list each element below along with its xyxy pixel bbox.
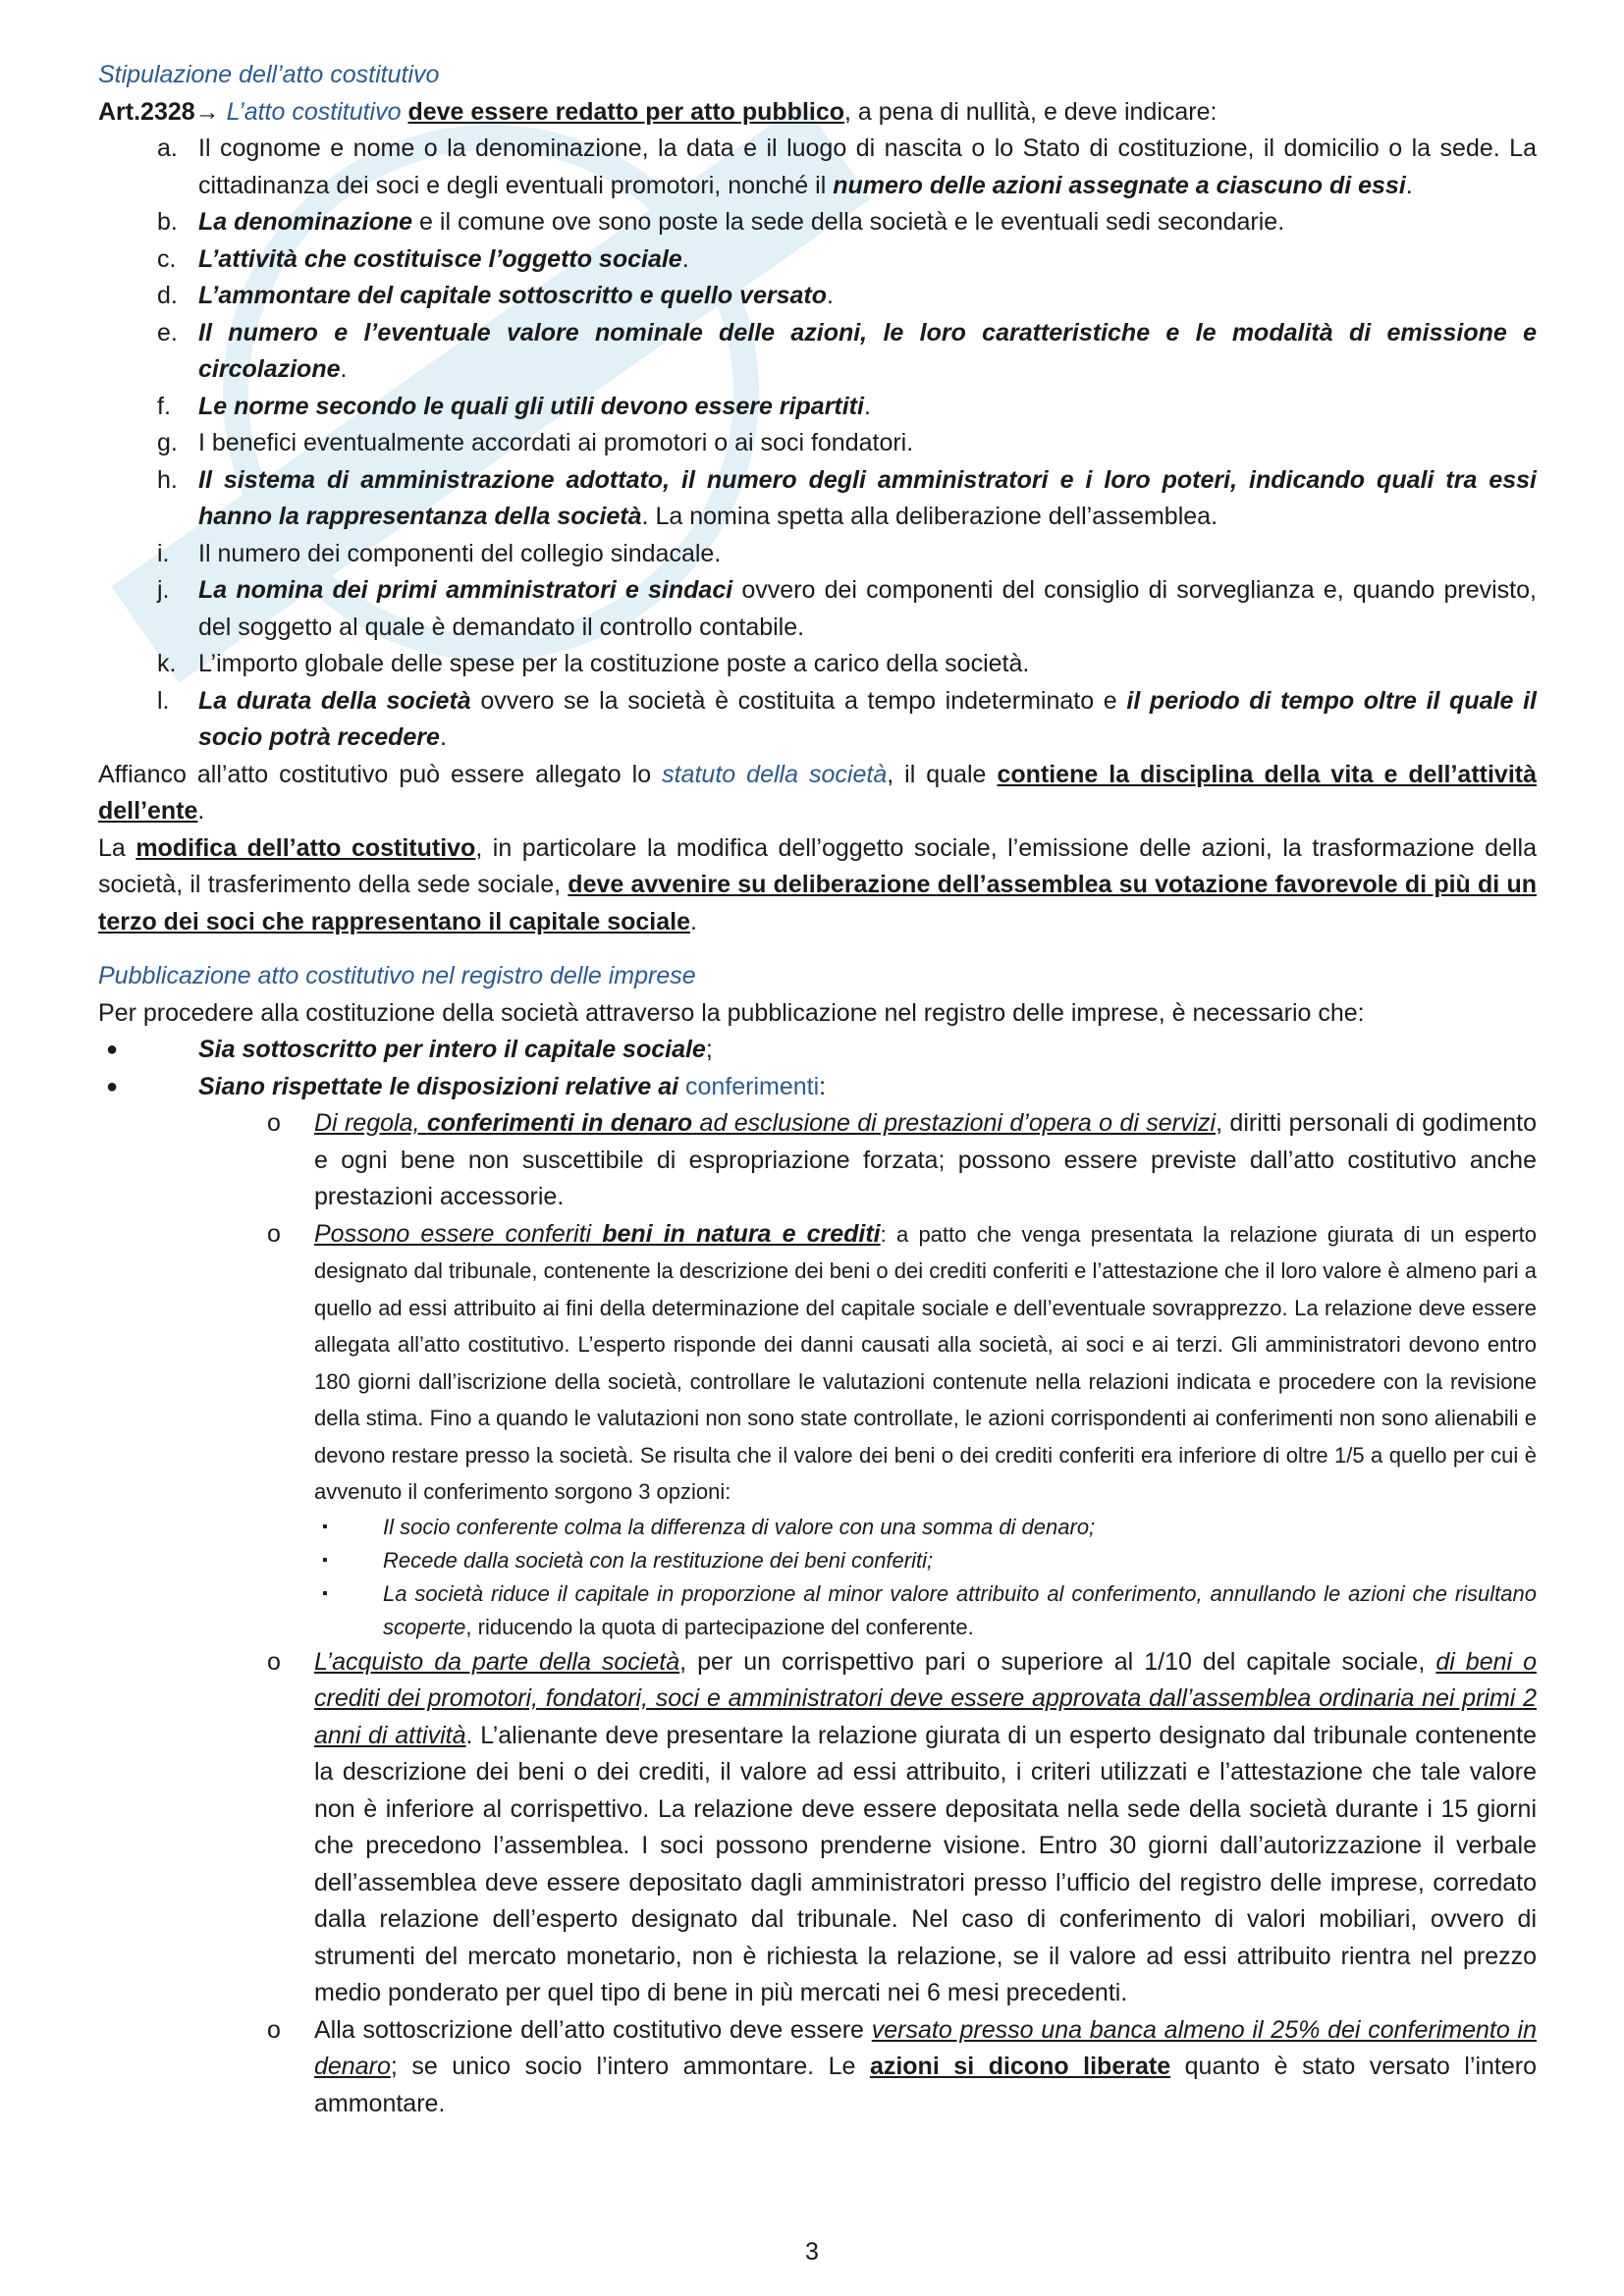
document-body [98, 57, 1537, 2122]
list-item: o Alla sottoscrizione dell’atto costitutivo deve essere versato presso una banca almeno il 25% dei conferimento in denaro; se unico socio l’intero ammontare. Le azioni si dicono liberate quanto è stato versato l’intero ammontare. [198, 2012, 1537, 2123]
list-item: i. Il numero dei componenti del collegio sindacale. [157, 539, 722, 567]
list-item: h. Il sistema di amministrazione adottato, il numero degli amministratori e i loro poteri, indicando quali tra essi hanno la rappresentanza della società. La nomina spetta alla deliberazione dell’assemblea. [157, 465, 1537, 530]
square-bullet-icon: ▪ [322, 1584, 328, 1602]
list-item: o Possono essere conferiti beni in natura e crediti: a patto che venga presentata la relazione giurata di un esperto designato dal tribunale, contenente la descrizione dei beni o dei crediti conferiti e l’attestazione che il loro valore è almeno pari a quello ad essi attribuito ai fini della determinazione del capitale sociale e dell’eventuale sovrapprezzo. La relazione deve essere allegata all’atto costitutivo. L’esperto risponde dei danni causati alla società, ai soci e ai terzi. Gli amministratori devono entro 180 giorni dall’iscrizione della società, controllare le valutazioni contenute nella relazioni indicata e procedere con la revisione della stima. Fino a quando le valutazioni non sono state controllate, le azioni corrispondenti ai conferimenti non sono alienabili e devono restare presso la società. Se risulta che il valore dei beni o dei crediti conferiti era inferiore di oltre 1/5 a quello per cui è avvenuto il conferimento sorgono 3 opzioni: [198, 1216, 1537, 1511]
article-2328-intro: Art.2328→ L’atto costitutivo deve essere redatto per atto pubblico, a pena di nullità, e deve indicare: [98, 97, 1218, 126]
options-list [314, 1511, 1537, 1644]
conferimenti-list [198, 1105, 1537, 1511]
list-item: j. La nomina dei primi amministratori e sindaci ovvero dei componenti del consiglio di sorveglianza e, quando previsto, del soggetto al quale è demandato il controllo contabile. [157, 576, 1537, 641]
circle-bullet-icon: o [267, 1219, 281, 1248]
modifica-paragraph: La modifica dell’atto costitutivo, in particolare la modifica dell’oggetto sociale, l’emissione delle azioni, la trasformazione della società, il trasferimento della sede sociale, deve avvenire su deliberazione dell’assemblea su votazione favorevole di più di un terzo dei soci che rappresentano il capitale sociale. [98, 833, 1538, 935]
circle-bullet-icon: o [267, 2015, 281, 2044]
bullet-icon: ● [106, 1039, 119, 1060]
list-item: ● Siano rispettate le disposizioni relative ai conferimenti: [98, 1069, 1537, 1106]
statuto-paragraph: Affianco all’atto costitutivo può essere allegato lo statuto della società, il quale contiene la disciplina della vita e dell’attività dell’ente. [98, 760, 1537, 825]
circle-bullet-icon: o [267, 1109, 281, 1137]
list-item: c. L’attività che costituisce l’oggetto sociale. [157, 244, 689, 273]
section-title-stipulazione: Stipulazione dell’atto costitutivo [98, 61, 440, 88]
bullet-icon: ● [106, 1075, 119, 1097]
list-item: ▪ La società riduce il capitale in proporzione al minor valore attribuito al conferimento, annullando le azioni che risultano scoperte, riducendo la quota di partecipazione del conferente. [314, 1577, 1537, 1644]
list-item: o Di regola, conferimenti in denaro ad esclusione di prestazioni d’opera o di servizi, diritti personali di godimento e ogni bene non suscettibile di espropriazione forzata; possono essere previste dall’atto costitutivo anche prestazioni accessorie. [198, 1105, 1537, 1216]
arrow-icon: → [194, 97, 220, 126]
list-item: a. Il cognome e nome o la denominazione, la data e il luogo di nascita o lo Stato di costituzione, il domicilio o la sede. La cittadinanza dei soci e degli eventuali promotori, nonché il numero delle azioni assegnate a ciascuno di essi. [157, 134, 1537, 199]
list-item: k. L’importo globale delle spese per la costituzione poste a carico della società. [157, 650, 1030, 677]
pubblicazione-intro: Per procedere alla costituzione della società attraverso la pubblicazione nel registro delle imprese, è necessario che: [98, 998, 1365, 1027]
list-item: g. I benefici eventualmente accordati ai promotori o ai soci fondatori. [157, 429, 914, 456]
list-item: f. Le norme secondo le quali gli utili devono essere ripartiti. [157, 392, 871, 420]
page-number: 3 [805, 2238, 819, 2266]
list-item: e. Il numero e l’eventuale valore nominale delle azioni, le loro caratteristiche e le modalità di emissione e circolazione. [157, 318, 1537, 383]
square-bullet-icon: ▪ [322, 1518, 328, 1535]
list-item: ▪ Il socio conferente colma la differenza di valore con una somma di denaro; [314, 1511, 1537, 1544]
list-item: d. L’ammontare del capitale sottoscritto e quello versato. [157, 282, 834, 309]
list-item: ● Sia sottoscritto per intero il capitale sociale; [98, 1032, 1537, 1069]
list-item: l. La durata della società ovvero se la società è costituita a tempo indeterminato e il periodo di tempo oltre il quale il socio potrà recedere. [157, 686, 1538, 751]
list-item: ▪ Recede dalla società con la restituzione dei beni conferiti; [314, 1544, 1537, 1577]
list-item: o L’acquisto da parte della società, per un corrispettivo pari o superiore al 1/10 del capitale sociale, di beni o crediti dei promotori, fondatori, soci e amministratori deve essere approvata dall’assemblea ordinaria nei primi 2 anni di attività. L’alienante deve presentare la relazione giurata di un esperto designato dal tribunale contenente la descrizione dei beni o dei crediti, il valore ad essi attribuito, i criteri utilizzati e l’attestazione che tale valore non è inferiore al corrispettivo. La relazione deve essere depositata nella sede della società durante i 15 giorni che precedono l’assemblea. I soci possono prenderne visione. Entro 30 giorni dall’autorizzazione il verbale dell’assemblea deve essere depositato dagli amministratori presso l’ufficio del registro delle imprese, corredato dalla relazione dell’esperto designato dal tribunale. Nel caso di conferimento di valori mobiliari, ovvero di strumenti del mercato monetario, non è richiesta la relazione, se il valore ad essi attribuito rientra nel prezzo medio ponderato per quel tipo di bene in più mercati nei 6 mesi precedenti. [198, 1644, 1537, 2012]
square-bullet-icon: ▪ [322, 1551, 328, 1569]
article-number: Art.2328 [98, 97, 195, 126]
conditions-list [98, 1032, 1537, 1105]
list-item: b. La denominazione e il comune ove sono poste la sede della società e le eventuali sedi secondarie. [157, 208, 1285, 236]
requirements-list [98, 131, 1537, 757]
section-title-pubblicazione: Pubblicazione atto costitutivo nel registro delle imprese [98, 962, 696, 989]
conferimenti-list-continued [198, 1644, 1537, 2123]
circle-bullet-icon: o [267, 1647, 281, 1676]
